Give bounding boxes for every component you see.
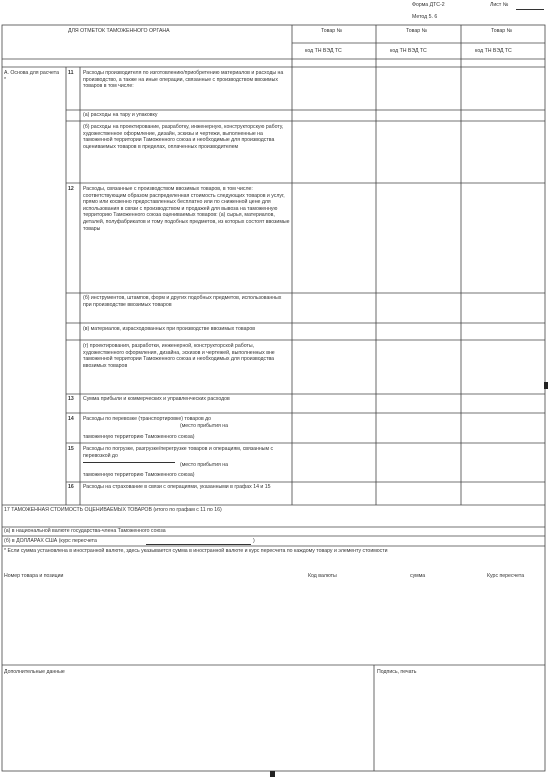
row-17b-text: (б) в ДОЛЛАРАХ США (курс пересчета: [4, 538, 97, 544]
row-17-title: 17 ТАМОЖЕННАЯ СТОИМОСТЬ ОЦЕНИВАЕМЫХ ТОВАРОВ (итого по графам с 11 по 16): [4, 507, 222, 513]
row-12b-text: (б) инструментов, штампов, форм и других подобных предметов, использованных при производстве ввозимых товаров: [83, 295, 282, 308]
row-11-text: Расходы производителя по изготовлению/приобретению материалов и расходы на производство, а также на иные операции, связанные с производством ввозимых товаров в том числе:: [83, 70, 284, 90]
method-label: Метод 5. 6: [412, 14, 438, 20]
sheet-number-line: [516, 9, 544, 10]
row-14-arrival-place: (место прибытия на: [180, 423, 228, 429]
col-code-3: код ТН ВЭД ТС: [475, 48, 512, 54]
footnote-col-currency: Код валюты: [308, 573, 337, 579]
row-15-arrival-place: (место прибытия на: [180, 462, 228, 468]
row-11b-text: (б) расходы на проектирование, разработку, инженерную, конструкторскую работу, художественное оформление, дизайн, эскизы и чертежи, выполненные на таможенной территории Таможенного союза и необходимые для производства оцениваемых товаров в пределах, оплаченных производителем: [83, 124, 284, 150]
customs-title: ДЛЯ ОТМЕТОК ТАМОЖЕННОГО ОРГАНА: [68, 28, 170, 34]
row-11-num: 11: [68, 70, 74, 76]
exchange-rate-line: [146, 544, 251, 545]
additional-data-label: Дополнительные данные: [4, 669, 65, 675]
col-label-2: Товар №: [406, 28, 428, 34]
row-12c-text: (в) материалов, израсходованных при производстве ввозимых товаров: [83, 326, 255, 332]
row-12-num: 12: [68, 186, 74, 192]
sheet-label: Лист №: [490, 2, 509, 8]
signature-label: Подпись, печать: [377, 669, 417, 675]
footnote-col-amount: сумма: [410, 573, 426, 579]
col-code-2: код ТН ВЭД ТС: [390, 48, 427, 54]
row-12-text: Расходы, связанные с производством ввозимых товаров, в том числе: соответствующим образом распределенная стоимость следующих товаров и услуг, прямо или косвенно предоставленных бесплатно или по сниженной цене для использования в связи с производством и продажей для вывоза на таможенную территорию Таможенного союза оцениваемых товаров: (а) сырья, материалов, деталей, полуфабрикатов и тому подобных предметов, из которых состоят ввозимые товары: [83, 186, 290, 232]
footnote-col-rate: Курс пересчета: [487, 573, 525, 579]
footnote-text: * Если сумма установлена в иностранной валюте, здесь указывается сумма в иностранной валюте и курс пересчета по каждому товару и элементу стоимости: [4, 548, 388, 554]
row-14-num: 14: [68, 416, 74, 422]
col-label-3: Товар №: [491, 28, 513, 34]
section-a-label: А. Основа для расчета *: [4, 70, 59, 83]
row-15-num: 15: [68, 446, 74, 452]
row-13-text: Сумма прибыли и коммерческих и управленческих расходов: [83, 396, 230, 402]
footnote-col-item: Номер товара и позиции: [4, 573, 64, 579]
row-11a-text: (а) расходы на тару и упаковку: [83, 112, 158, 118]
col-code-1: код ТН ВЭД ТС: [305, 48, 342, 54]
col-label-1: Товар №: [321, 28, 343, 34]
row-16-num: 16: [68, 484, 74, 490]
row-15-arrival-territory: таможенную территорию Таможенного союза): [83, 472, 195, 478]
row-13-num: 13: [68, 396, 74, 402]
row-17a-text: (а) в национальной валюте государства-члена Таможенного союза: [4, 528, 166, 534]
row-14-text: Расходы по перевозке (транспортировке) товаров до: [83, 416, 212, 422]
row-15-fill-line: [83, 462, 175, 463]
row-16-text: Расходы на страхование в связи с операциями, указанными в графах 14 и 15: [83, 484, 271, 490]
row-15-text: Расходы по погрузке, разгрузке/перегрузке товаров и операциям, связанным с перевозкой до: [83, 446, 274, 459]
row-14-arrival-territory: таможенную территорию Таможенного союза): [83, 434, 195, 440]
row-12d-text: (г) проектирования, разработки, инженерной, конструкторской работы, художественного оформления, дизайна, эскизов и чертежей, выполненных вне таможенной территории Таможенного союза и необходимых для производства ввозимых товаров: [83, 343, 275, 369]
row-17b-close: ): [253, 538, 255, 544]
form-name: Форма ДТС-2: [412, 2, 445, 8]
